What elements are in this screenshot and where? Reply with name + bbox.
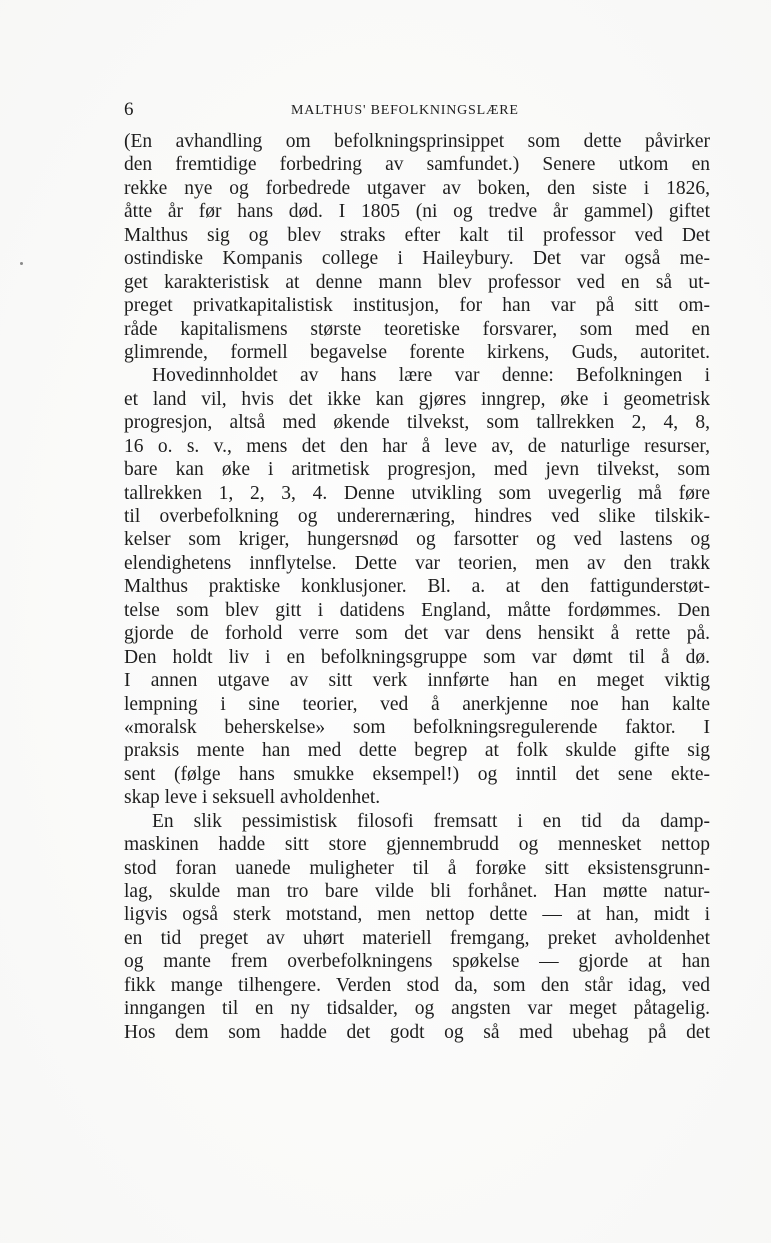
text-line: glimrende, formell begavelse forente kirkens, Guds, autoritet. — [124, 341, 710, 363]
running-title: MALTHUS' BEFOLKNINGSLÆRE — [291, 103, 519, 118]
page-number: 6 — [124, 99, 134, 120]
text-line: åtte år før hans død. I 1805 (ni og tredve år gammel) giftet — [124, 201, 710, 223]
text-line: en tid preget av uhørt materiell fremgang, preket avholdenhet — [124, 927, 710, 949]
text-line: telse som blev gitt i datidens England, måtte fordømmes. Den — [124, 599, 710, 621]
text-line: råde kapitalismens største teoretiske forsvarer, som med en — [124, 318, 710, 340]
text-line: progresjon, altså med økende tilvekst, som tallrekken 2, 4, 8, — [124, 412, 710, 434]
margin-speck — [20, 262, 23, 265]
text-line: den fremtidige forbedring av samfundet.) Senere utkom en — [124, 154, 710, 176]
text-line: ligvis også sterk motstand, men nettop dette — at han, midt i — [124, 904, 710, 926]
text-line: Malthus praktiske konklusjoner. Bl. a. at den fattigunderstøt- — [124, 576, 710, 598]
text-line: (En avhandling om befolkningsprinsippet som dette påvirker — [124, 131, 710, 152]
text-line: preget privatkapitalistisk institusjon, for han var på sitt om- — [124, 295, 710, 317]
text-line: 16 o. s. v., mens det den har å leve av, de naturlige resurser, — [124, 435, 710, 457]
text-line: elendighetens innflytelse. Dette var teorien, men av den trakk — [124, 552, 710, 574]
text-line: praksis mente han med dette begrep at folk skulde gifte sig — [124, 740, 710, 762]
text-line: ostindiske Kompanis college i Haileybury. Det var også me- — [124, 248, 710, 270]
text-line: bare kan øke i aritmetisk progresjon, med jevn tilvekst, som — [124, 459, 710, 481]
text-line: get karakteristisk at denne mann blev professor ved en så ut- — [124, 271, 710, 293]
text-line: lempning i sine teorier, ved å anerkjenne noe han kalte — [124, 693, 710, 715]
text-line: maskinen hadde sitt store gjennembrudd og mennesket nettop — [124, 834, 710, 856]
text-line: sent (følge hans smukke eksempel!) og inntil det sene ekte- — [124, 763, 710, 785]
text-line: I annen utgave av sitt verk innførte han en meget viktig — [124, 670, 710, 692]
text-line: inngangen til en ny tidsalder, og angsten var meget påtagelig. — [124, 998, 710, 1020]
text-line: gjorde de forhold verre som det var dens hensikt å rette på. — [124, 623, 710, 645]
text-line: til overbefolkning og underernæring, hindres ved slike tilskik- — [124, 506, 710, 527]
text-line: Hos dem som hadde det godt og så med ubehag på det — [124, 1021, 710, 1043]
text-line: Hovedinnholdet av hans lære var denne: Befolkningen i — [152, 365, 710, 387]
text-line: lag, skulde man tro bare vilde bli forhånet. Han møtte natur- — [124, 881, 710, 902]
text-line: tallrekken 1, 2, 3, 4. Denne utvikling som uvegerlig må føre — [124, 482, 710, 504]
text-line: Malthus sig og blev straks efter kalt til professor ved Det — [124, 224, 710, 246]
body-text — [124, 130, 710, 1044]
text-line: stod foran uanede muligheter til å forøke sitt eksistensgrunn- — [124, 857, 710, 879]
text-line: kelser som kriger, hungersnød og farsotter og ved lastens og — [124, 529, 710, 551]
text-line: rekke nye og forbedrede utgaver av boken, den siste i 1826, — [124, 177, 710, 199]
text-line: og mante frem overbefolkningens spøkelse — gjorde at han — [124, 951, 710, 973]
text-line: Den holdt liv i en befolkningsgruppe som var dømt til å dø. — [124, 646, 710, 668]
text-line: fikk mange tilhengere. Verden stod da, som den står idag, ved — [124, 974, 710, 996]
text-line: skap leve i seksuell avholdenhet. — [124, 787, 381, 809]
text-line: En slik pessimistisk filosofi fremsatt i en tid da damp- — [152, 810, 710, 832]
text-line: et land vil, hvis det ikke kan gjøres inngrep, øke i geometrisk — [124, 388, 710, 410]
text-line: «moralsk beherskelse» som befolkningsregulerende faktor. I — [124, 716, 710, 738]
